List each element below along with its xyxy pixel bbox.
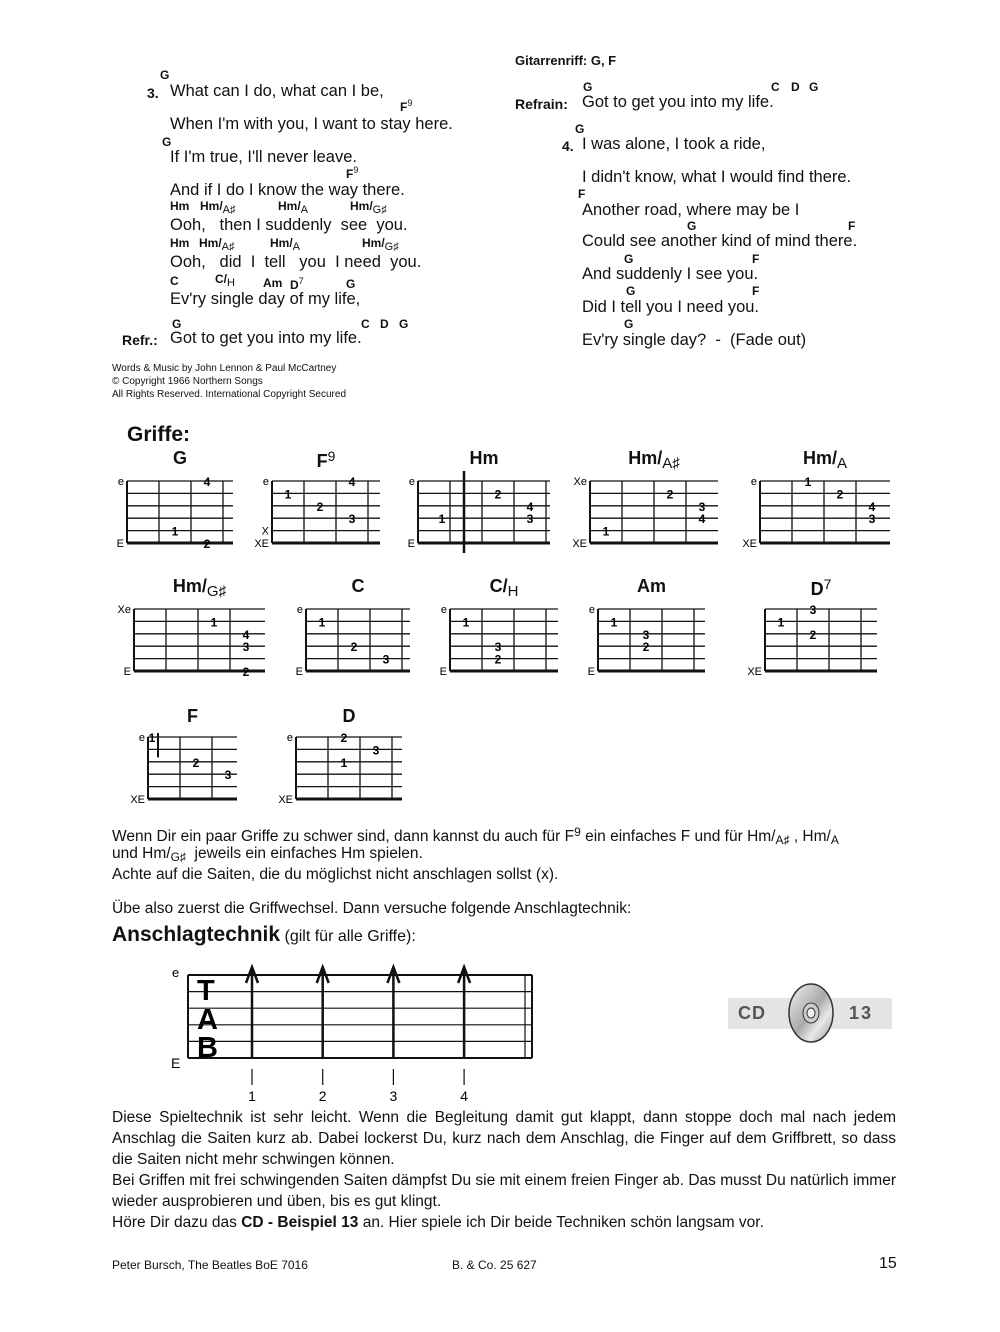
tab-top-label: e	[172, 965, 180, 980]
chord-label	[752, 284, 759, 298]
chord-name: G	[399, 317, 409, 331]
chord-label	[791, 80, 800, 94]
footer-left: Peter Bursch, The Beatles BoE 7016	[112, 1258, 308, 1272]
finger-number: 3	[224, 768, 232, 783]
finger-number: 1	[171, 524, 179, 539]
string-label: XE	[254, 538, 269, 550]
chord-label	[346, 277, 355, 291]
finger-number: 1	[602, 524, 610, 539]
chord-label	[687, 219, 696, 233]
chord-label	[200, 199, 236, 216]
lyric-line: Did I tell you I need you.	[582, 298, 760, 316]
chord-name: C	[771, 80, 780, 94]
lyric-line: And suddenly I see you.	[582, 265, 759, 283]
chord-label	[263, 276, 282, 290]
chord-label	[278, 199, 308, 216]
chord-label	[346, 165, 358, 181]
string-label: e	[138, 732, 145, 744]
chord-name: Hm	[170, 236, 190, 250]
chord-name: F	[187, 706, 198, 726]
chord-name: D	[791, 80, 800, 94]
chord-label	[624, 317, 633, 331]
chord-diagram-title	[133, 706, 253, 727]
chord-diagram	[120, 725, 243, 813]
finger-number: 3	[809, 603, 817, 617]
beat-number: 3	[389, 1088, 398, 1104]
lyric-line: And if I do I know the way there.	[170, 181, 405, 199]
finger-number: 4	[526, 499, 534, 514]
upstroke-arrow	[317, 967, 329, 1058]
chord-name: Am	[263, 276, 283, 290]
chord-label	[575, 122, 584, 136]
chord-diagram	[99, 469, 239, 557]
chord-diagram	[570, 597, 711, 685]
finger-number: 3	[382, 652, 390, 667]
chord-subscript: A♯	[222, 204, 236, 216]
chord-diagram-title	[592, 576, 712, 597]
chord-diagram	[732, 469, 896, 557]
lyric-line: Ooh, then I suddenly see you.	[170, 216, 408, 234]
chord-label	[626, 284, 635, 298]
chord-name: F	[752, 284, 760, 298]
chord-name: Hm	[170, 199, 190, 213]
finger-number: 1	[610, 615, 618, 630]
chord-subscript: G♯	[384, 241, 399, 253]
anschlag-title: Anschlagtechnik	[112, 923, 281, 946]
chord-subscript: G♯	[372, 204, 387, 216]
guitar-riff: Gitarrenriff: G, F	[515, 53, 617, 68]
finger-number: 3	[494, 640, 502, 655]
string-label: E	[123, 666, 131, 678]
tab-lines	[188, 975, 532, 1058]
chord-label	[270, 236, 300, 253]
chord-name: Hm/	[628, 448, 663, 468]
upstroke-arrow	[458, 967, 470, 1058]
chord-label	[848, 219, 855, 233]
cd-badge	[728, 998, 892, 1029]
hint-text: A	[830, 833, 839, 847]
chord-label	[809, 80, 818, 94]
chord-name: Hm/	[172, 576, 207, 596]
hint-text: G♯	[170, 850, 186, 864]
finger-number: 2	[666, 487, 674, 502]
hint-text: und Hm/	[112, 845, 171, 862]
hint-text: ein einfaches F und für Hm/	[580, 828, 776, 845]
tab-bottom-label: E	[171, 1055, 181, 1071]
chord-superscript: 9	[407, 98, 413, 108]
chord-name: Am	[636, 576, 666, 596]
anschlag-subtitle: (gilt für alle Griffe):	[284, 928, 416, 945]
body-text-part: an. Hier spiele ich Dir beide Techniken schön langsam vor.	[358, 1214, 764, 1231]
chord-diagram	[390, 469, 556, 557]
tab-letter: B	[197, 1032, 218, 1064]
hint-text: A♯	[775, 833, 790, 847]
chord-name: C	[351, 576, 365, 596]
body-paragraph: Diese Spieltechnik ist sehr leicht. Wenn die Begleitung damit gut klappt, dann stoppe doch mal nach jedem Anschlag die Saiten kurz ab. Dabei lockerst Du, kurz nach dem Anschlag, die Finger auf dem Griffbrett, so dass die Saiten nicht mehr schwingen können.	[112, 1109, 896, 1168]
hint-text: Wenn Dir ein paar Griffe zu schwer sind, dann kannst du auch für F	[112, 828, 575, 845]
chord-subscript: A	[300, 204, 309, 216]
finger-number: 2	[242, 665, 250, 679]
string-label: e	[296, 604, 303, 616]
lyric-line: Got to get you into my life.	[170, 329, 362, 347]
chord-diagram	[562, 469, 724, 557]
chord-name: G	[687, 219, 697, 233]
finger-number: 1	[340, 755, 348, 770]
chord-subscript: G♯	[206, 583, 227, 600]
finger-number: 4	[348, 475, 356, 489]
string-label: E	[295, 666, 303, 678]
hint-line-4: Übe also zuerst die Griffwechsel. Dann versuche folgende Anschlagtechnik:	[112, 900, 632, 917]
chord-name: G	[162, 135, 172, 149]
chord-subscript: A♯	[221, 241, 235, 253]
verse-number: 4.	[562, 138, 574, 154]
chord-label	[170, 274, 179, 288]
chord-name: G	[624, 252, 634, 266]
finger-number: 1	[148, 731, 156, 745]
chord-label	[162, 135, 171, 149]
chord-name: G	[160, 68, 170, 82]
finger-number: 1	[438, 512, 446, 527]
chord-diagram-title	[120, 448, 240, 469]
body-paragraph-cd	[112, 1212, 896, 1233]
beat-number: 2	[318, 1088, 327, 1104]
chord-label	[380, 317, 389, 331]
lyric-line: Ooh, did I tell you I need you.	[170, 253, 422, 271]
chord-name: Hm/	[200, 199, 223, 213]
finger-number: 1	[318, 615, 326, 630]
chord-diagram	[278, 597, 416, 685]
chord-label	[160, 68, 169, 82]
finger-number: 3	[698, 499, 706, 514]
string-label: e	[117, 476, 124, 488]
chord-name: Hm/	[802, 448, 837, 468]
chord-label	[361, 317, 370, 331]
chord-name: Hm/	[278, 199, 301, 213]
hint-text: , Hm/	[789, 828, 831, 845]
finger-number: 4	[242, 627, 250, 642]
hint-text: 9	[574, 825, 581, 839]
chord-label	[170, 199, 189, 213]
chord-diagram	[106, 597, 271, 685]
chord-name: G	[172, 448, 187, 468]
chord-label	[350, 199, 387, 216]
chord-name: C/	[489, 576, 508, 596]
chord-diagram	[422, 597, 564, 685]
beat-number: 4	[460, 1088, 468, 1104]
string-label: E	[407, 538, 415, 550]
credit-line: Words & Music by John Lennon & Paul McCartney	[112, 363, 337, 374]
finger-number: 2	[340, 731, 348, 745]
chord-diagram-title	[424, 448, 544, 469]
chord-name: F	[346, 167, 354, 181]
chord-name: Hm/	[270, 236, 293, 250]
refrain-label: Refr.:	[122, 332, 158, 348]
string-label: e	[750, 476, 757, 488]
chord-label	[752, 252, 759, 266]
hint-line-3: Achte auf die Saiten, die du möglichst nicht anschlagen sollst (x).	[112, 866, 559, 883]
cd-reference: CD - Beispiel 13	[241, 1214, 359, 1231]
chord-label	[583, 80, 592, 94]
body-paragraph: Bei Griffen mit frei schwingenden Saiten dämpfst Du sie mit einem freien Finger ab. Das musst Du natürlich immer wieder ausprobieren und üben, bis es gut klingt.	[112, 1172, 896, 1210]
finger-number: 4	[203, 475, 211, 489]
chord-name: Hm/	[362, 236, 385, 250]
string-label: XE	[130, 794, 145, 806]
chord-name: G	[624, 317, 634, 331]
finger-number: 1	[210, 615, 218, 630]
finger-number: 2	[316, 499, 324, 514]
beat-number: 1	[248, 1088, 256, 1104]
refrain-label: Refrain:	[515, 96, 568, 112]
chord-subscript: H	[507, 583, 519, 600]
chord-diagram	[244, 469, 386, 557]
chord-name: D	[810, 579, 824, 599]
string-label: e	[588, 604, 595, 616]
finger-number: 4	[868, 499, 876, 514]
chord-name: G	[172, 317, 182, 331]
chord-label	[399, 317, 408, 331]
string-label: e	[286, 732, 293, 744]
finger-number: 1	[462, 615, 470, 630]
chord-name: F	[752, 252, 760, 266]
finger-number: 2	[203, 537, 211, 551]
string-label: XE	[278, 794, 293, 806]
string-label: E	[587, 666, 595, 678]
string-label: XE	[572, 538, 587, 550]
body-text-part: Höre Dir dazu das	[112, 1214, 242, 1231]
chord-name: C/	[215, 272, 227, 286]
string-label: e	[262, 476, 269, 488]
chord-label	[624, 252, 633, 266]
body-text	[112, 1107, 896, 1233]
chord-subscript: A	[292, 241, 301, 253]
verse-number: 3.	[147, 85, 159, 101]
chord-diagram	[268, 725, 408, 813]
chord-label	[400, 98, 412, 114]
chord-name: G	[346, 277, 356, 291]
lyric-line: What can I do, what can I be,	[170, 82, 384, 100]
chord-label	[578, 187, 585, 201]
finger-number: 1	[804, 475, 812, 489]
upstroke-arrow	[387, 967, 399, 1058]
chord-superscript: 7	[298, 276, 304, 286]
chord-subscript: H	[227, 277, 235, 289]
anschlag-heading	[112, 923, 416, 947]
chord-label	[215, 272, 235, 289]
chord-name: C	[361, 317, 370, 331]
lyric-line: When I'm with you, I want to stay here.	[170, 115, 453, 133]
chord-name: F	[400, 100, 408, 114]
chord-name: G	[626, 284, 636, 298]
finger-number: 3	[348, 512, 356, 527]
finger-number: 1	[777, 615, 785, 630]
string-label: Xe	[573, 476, 587, 488]
string-label: X	[261, 525, 269, 538]
chord-name: Hm/	[350, 199, 373, 213]
finger-number: 2	[494, 652, 502, 667]
string-label: E	[439, 666, 447, 678]
chord-name: F	[578, 187, 586, 201]
credit-line: © Copyright 1966 Northern Songs	[112, 376, 263, 387]
chord-name: G	[575, 122, 585, 136]
credits	[112, 362, 346, 401]
finger-number: 4	[698, 512, 706, 527]
chord-diagram	[737, 597, 883, 685]
lyric-line: I was alone, I took a ride,	[582, 135, 766, 153]
chord-name: D	[290, 278, 299, 292]
chord-subscript: A	[837, 455, 848, 472]
griffe-title: Griffe:	[127, 423, 190, 446]
chord-name: F	[848, 219, 856, 233]
finger-number: 3	[242, 640, 250, 655]
finger-number: 2	[809, 627, 817, 642]
chord-superscript: 7	[823, 576, 832, 592]
chord-subscript: A♯	[662, 455, 680, 472]
chord-name: D	[380, 317, 389, 331]
chord-name: G	[809, 80, 819, 94]
finger-number: 3	[526, 512, 534, 527]
cd-disc-icon	[785, 982, 837, 1044]
finger-number: 2	[642, 640, 650, 655]
finger-number: 2	[192, 755, 200, 770]
tab-letter: A	[197, 1004, 218, 1036]
footer-center: B. & Co. 25 627	[452, 1258, 537, 1272]
chord-superscript: 9	[353, 165, 359, 175]
lyric-line: Ev'ry single day? - (Fade out)	[582, 331, 807, 349]
chord-label	[362, 236, 399, 253]
finger-number: 2	[836, 487, 844, 502]
cd-label: CD	[738, 1003, 766, 1023]
strokes	[246, 967, 470, 1104]
string-label: XE	[742, 538, 757, 550]
chord-name: F	[316, 451, 328, 471]
lyric-line: Got to get you into my life.	[582, 93, 774, 111]
chord-name: G	[583, 80, 593, 94]
cd-track: 13	[849, 1003, 874, 1023]
string-label: XE	[747, 666, 762, 678]
chord-name: Hm/	[199, 236, 222, 250]
page-number: 15	[879, 1255, 897, 1272]
chord-label	[199, 236, 235, 253]
lyric-line: I didn't know, what I would find there.	[582, 168, 852, 186]
chord-label	[771, 80, 780, 94]
chord-name: Hm	[469, 448, 499, 468]
finger-number: 3	[642, 627, 650, 642]
chord-diagram-title	[289, 706, 409, 727]
finger-number: 2	[350, 640, 358, 655]
lyric-line: Another road, where may be I	[582, 201, 800, 219]
credit-line: All Rights Reserved. International Copyright Secured	[112, 389, 347, 400]
tab-staff	[160, 955, 560, 1105]
hint-text: jeweils ein einfaches Hm spielen.	[185, 845, 423, 862]
string-label: E	[116, 538, 124, 550]
chord-name: D	[342, 706, 356, 726]
finger-number: 2	[494, 487, 502, 502]
finger-number: 1	[284, 487, 292, 502]
lyric-line: If I'm true, I'll never leave.	[170, 148, 357, 166]
string-label: e	[408, 476, 415, 488]
lyric-line: Ev'ry single day of my life,	[170, 290, 361, 308]
finger-number: 3	[372, 743, 380, 758]
string-label: e	[440, 604, 447, 616]
tab-letter: T	[197, 975, 215, 1007]
lyric-line: Could see another kind of mind there.	[582, 232, 858, 250]
chord-name: C	[170, 274, 179, 288]
string-label: Xe	[117, 604, 131, 616]
upstroke-arrow	[246, 967, 258, 1058]
chord-label	[170, 236, 189, 250]
chord-diagram-title	[298, 576, 418, 597]
finger-number: 3	[868, 512, 876, 527]
chord-superscript: 9	[327, 448, 336, 464]
